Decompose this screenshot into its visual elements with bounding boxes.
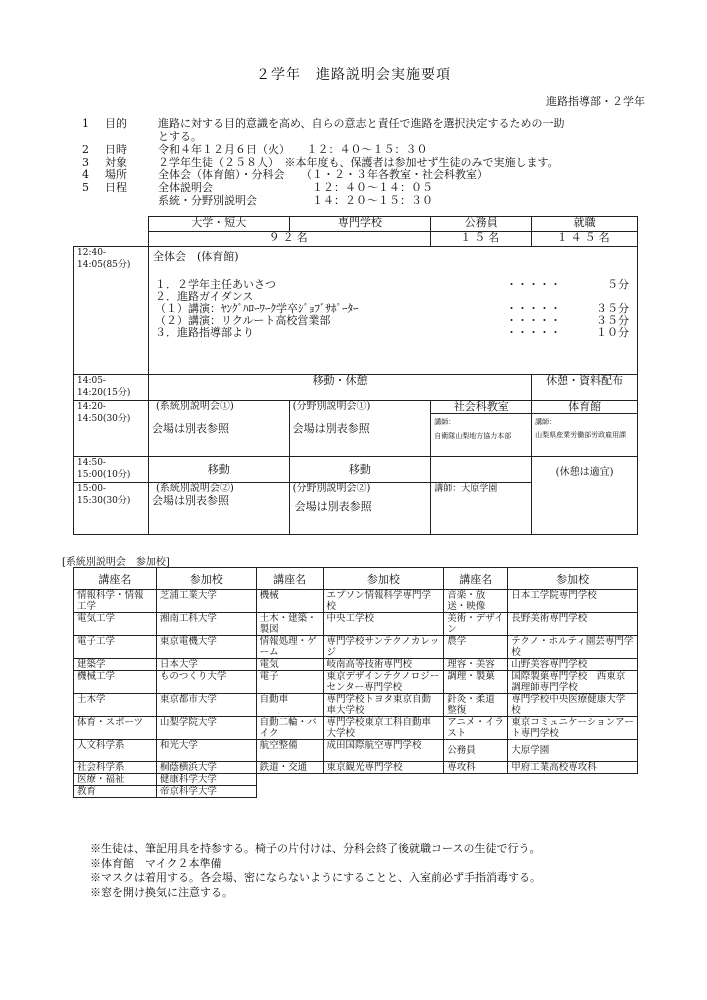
overview-num-1: 1 xyxy=(82,117,89,130)
plenary-item-duration: ３５分 xyxy=(596,302,629,315)
list-cell: 人文科学系 xyxy=(74,740,157,762)
list-cell: 専門学校中央医療健康大学校 xyxy=(508,694,638,717)
page-title: ２学年 進路説明会実施要項 xyxy=(256,67,451,83)
list-cell: 農学 xyxy=(444,636,508,659)
plenary-item-duration: ３５分 xyxy=(596,314,629,327)
lecturer-labor: 山梨県産業労働部労政雇用課 xyxy=(535,431,627,439)
plenary-item-text: （２）講演：リクルート高校営業部 xyxy=(154,314,331,327)
list-cell: 航空整備 xyxy=(256,740,323,762)
overview-label-1: 目的 xyxy=(105,117,127,130)
overview-num-2: 2 xyxy=(82,143,89,156)
overview-value-4: 全体会（体育館）・分科会 （１・２・３年各教室・社会科教室） xyxy=(158,168,488,181)
session1-category-venue: 会場は別表参照 xyxy=(151,422,229,435)
plenary-title: 全体会 (体育館) xyxy=(152,250,239,263)
list-cell: 情報科学・情報工学 xyxy=(74,590,157,613)
list-header: 参加校 xyxy=(156,568,256,590)
session2-field-label: (分野別説明会②) xyxy=(292,483,371,494)
list-cell: 山梨学院大学 xyxy=(156,717,256,740)
list-cell: 調理・製菓 xyxy=(444,671,508,694)
table-row xyxy=(74,613,638,636)
time-slot-2 xyxy=(74,375,149,401)
list-cell: 専門学校東京工科自動車大学校 xyxy=(323,717,444,740)
note-line: ※体育館 マイク２本準備 xyxy=(90,856,222,870)
session2-field-venue: 会場は別表参照 xyxy=(294,500,372,513)
overview-num-3: 3 xyxy=(82,156,89,169)
school-list-table xyxy=(73,567,638,798)
time-slot-4 xyxy=(74,457,149,483)
session2-field xyxy=(289,483,431,535)
schedule-table xyxy=(73,216,638,535)
list-cell: 社会科学系 xyxy=(74,762,157,774)
time-slot-1-end: 14:05(85分) xyxy=(77,260,131,270)
list-cell: 日本工学院専門学校 xyxy=(508,590,638,613)
list-cell: ものつくり大学 xyxy=(156,671,256,694)
table-row xyxy=(74,636,638,659)
list-cell: 電子 xyxy=(256,671,323,694)
session1-category-label: (系統別説明会①) xyxy=(155,401,234,412)
list-cell: 医療・福祉 xyxy=(74,774,157,786)
note-line: ※窓を開け換気に注意する。 xyxy=(90,885,233,899)
session2-category-venue: 会場は別表参照 xyxy=(151,494,229,507)
list-cell: テクノ・ホルティ園芸専門学校 xyxy=(508,636,638,659)
list-cell: 甲府工業高校専攻科 xyxy=(508,762,638,774)
list-cell: 長野美術専門学校 xyxy=(508,613,638,636)
gym: 体育館 xyxy=(532,401,637,414)
plenary-item-duration: １０分 xyxy=(596,326,629,339)
department: 進路指導部・２学年 xyxy=(546,95,645,108)
time-slot-4-end: 15:00(10分) xyxy=(77,470,131,480)
overview-value-2: 令和４年１２月６日（火） １２：４０～１５：３０ xyxy=(158,143,428,156)
plenary-item-duration: ５分 xyxy=(607,278,629,291)
list-cell: 情報処理・ゲーム xyxy=(256,636,323,659)
time-slot-1-start: 12:40- xyxy=(77,248,106,258)
session1-category xyxy=(148,401,289,457)
list-cell: 桐蔭横浜大学 xyxy=(156,762,256,774)
list-cell: 山野美容専門学校 xyxy=(508,659,638,671)
list-header: 講座名 xyxy=(256,568,323,590)
list-cell: 成田国際航空専門学校 xyxy=(323,740,444,762)
list-cell: 専門学校トヨタ東京自動車大学校 xyxy=(323,694,444,717)
list-cell: 和光大学 xyxy=(156,740,256,762)
list-cell: 鉄道・交通 xyxy=(256,762,323,774)
overview-value-5b: 系統・分野別説明会 １４：２０～１５：３０ xyxy=(158,194,433,207)
list-cell: 東京観光専門学校 xyxy=(323,762,444,774)
move-1: 移動 xyxy=(148,457,289,483)
time-slot-4-start: 14:50- xyxy=(77,458,106,468)
plenary-item xyxy=(155,327,629,339)
overview-label-4: 場所 xyxy=(105,168,127,181)
overview-value-1a: 進路に対する目的意識を高め、自らの意志と責任で進路を選択決定するための一助 xyxy=(158,117,565,130)
overview-label-3: 対象 xyxy=(105,156,127,169)
list-cell: 体育・スポーツ xyxy=(74,717,157,740)
list-header: 参加校 xyxy=(508,568,638,590)
list-cell: 専攻科 xyxy=(444,762,508,774)
list-cell: 自動車 xyxy=(256,694,323,717)
gym-cell xyxy=(532,401,638,457)
list-cell: 国際製菓専門学校 西東京調理師専門学校 xyxy=(508,671,638,694)
overview-num-4: 4 xyxy=(82,168,89,181)
count-civil-service: １５名 xyxy=(431,232,532,247)
list-cell: 土木・建築・製図 xyxy=(256,613,323,636)
move-break: 移動・休憩 xyxy=(148,375,531,401)
plenary-item-text: ２．進路ガイダンス xyxy=(154,290,254,303)
time-slot-1 xyxy=(74,247,149,375)
overview-num-5: 5 xyxy=(82,181,89,194)
header-university: 大学・短大 xyxy=(148,217,289,232)
header-vocational: 専門学校 xyxy=(289,217,431,232)
list-cell: 東京コミュニケーションアート専門学校 xyxy=(508,717,638,740)
list-header: 講座名 xyxy=(74,568,157,590)
plenary-item-dots: ・・・・・ xyxy=(506,314,561,327)
session1-field xyxy=(289,401,431,457)
list-cell: 日本大学 xyxy=(156,659,256,671)
list-cell: 芝浦工業大学 xyxy=(156,590,256,613)
plenary-item-dots: ・・・・・ xyxy=(506,278,561,291)
list-cell: 専門学校サンテクノカレッジ xyxy=(323,636,444,659)
session1-field-label: (分野別説明会①) xyxy=(292,401,371,412)
plenary-program xyxy=(153,279,629,339)
table-row xyxy=(74,671,638,694)
list-cell: 東京デザインテクノロジーセンター専門学校 xyxy=(323,671,444,694)
list-cell: 電子工学 xyxy=(74,636,157,659)
break-materials: 休憩・資料配布 xyxy=(532,375,638,401)
table-row xyxy=(74,717,638,740)
list-cell: 帝京科学大学 xyxy=(156,786,256,798)
table-row xyxy=(74,740,638,762)
lecturer-ohara: 講師：大原学園 xyxy=(431,483,532,535)
table-row xyxy=(74,786,638,798)
list-cell: 大原学園 xyxy=(508,740,638,762)
count-univ-vocational: ９２名 xyxy=(148,232,430,247)
table-row xyxy=(74,762,638,774)
time-slot-3-end: 14:50(30分) xyxy=(77,414,131,424)
count-employment: １４５名 xyxy=(532,232,638,247)
time-slot-2-start: 14:05- xyxy=(77,376,106,386)
list-cell: エプソン情報科学専門学校 xyxy=(323,590,444,613)
list-cell: 建築学 xyxy=(74,659,157,671)
time-slot-5 xyxy=(74,483,149,535)
note-line: ※マスクは着用する。各会場、密にならないようにすることと、入室前必ず手指消毒する。 xyxy=(90,871,541,884)
list-cell: 理容・美容 xyxy=(444,659,508,671)
notes xyxy=(90,842,541,900)
list-cell: 岐南高等技術専門校 xyxy=(323,659,444,671)
table-row xyxy=(74,590,638,613)
list-cell: 教育 xyxy=(74,786,157,798)
table-row xyxy=(74,774,638,786)
overview-value-1b: とする。 xyxy=(158,130,202,143)
plenary-item-text: １．２学年主任あいさつ xyxy=(154,278,276,291)
move-2: 移動 xyxy=(289,457,431,483)
table-row xyxy=(74,659,638,671)
plenary-item-dots: ・・・・・ xyxy=(506,302,561,315)
session1-field-venue: 会場は別表参照 xyxy=(292,422,370,435)
social-room: 社会科教室 xyxy=(431,401,531,414)
lecturer-label: 講師： xyxy=(535,418,557,426)
list-header: 参加校 xyxy=(323,568,444,590)
rest-free: (休憩は適宜) xyxy=(532,457,638,535)
list-cell: 健康科学大学 xyxy=(156,774,256,786)
list-cell: 湘南工科大学 xyxy=(156,613,256,636)
plenary-item-text: ３．進路指導部より xyxy=(154,326,254,339)
list-cell: 美術・デザイン xyxy=(444,613,508,636)
overview-value-3: ２学年生徒（２５８人） ※本年度も、保護者は参加せず生徒のみで実施します。 xyxy=(158,156,559,169)
list-cell: 電気 xyxy=(256,659,323,671)
list-cell: 自動二輪・バイク xyxy=(256,717,323,740)
overview-label-5: 日程 xyxy=(105,181,127,194)
lecturer-label: 講師： xyxy=(434,418,456,426)
list-title: [系統別説明会 参加校] xyxy=(62,557,170,568)
overview-value-5a: 全体説明会 １２：４０～１４：０５ xyxy=(158,181,433,194)
header-employment: 就職 xyxy=(532,217,638,232)
plenary-item-text: （１）講演：ﾔﾝｸﾞﾊﾛｰﾜｰｸ学卒ｼﾞｮﾌﾞｻﾎﾟｰﾀｰ xyxy=(154,302,359,315)
time-slot-5-start: 15:00- xyxy=(77,484,106,494)
table-row xyxy=(74,694,638,717)
list-cell: 東京都市大学 xyxy=(156,694,256,717)
list-cell: 音楽・放送・映像 xyxy=(444,590,508,613)
session2-category xyxy=(148,483,289,535)
list-header: 講座名 xyxy=(444,568,508,590)
overview-label-2: 日時 xyxy=(105,143,127,156)
list-cell: 針灸・柔道整復 xyxy=(444,694,508,717)
plenary-session xyxy=(148,247,637,375)
list-cell: 土木学 xyxy=(74,694,157,717)
time-slot-2-end: 14:20(15分) xyxy=(77,388,131,398)
list-cell: 機械工学 xyxy=(74,671,157,694)
time-slot-3-start: 14:20- xyxy=(77,402,106,412)
list-cell: 電気工学 xyxy=(74,613,157,636)
header-civil-service: 公務員 xyxy=(431,217,532,232)
time-slot-5-end: 15:30(30分) xyxy=(77,496,131,506)
list-cell: 東京電機大学 xyxy=(156,636,256,659)
list-cell: 公務員 xyxy=(444,740,508,762)
time-slot-3 xyxy=(74,401,149,457)
note-line: ※生徒は、筆記用具を持参する。椅子の片付けは、分科会終了後就職コースの生徒で行う。 xyxy=(90,842,541,855)
list-cell: アニメ・イラスト xyxy=(444,717,508,740)
social-room-cell xyxy=(431,401,532,457)
plenary-item-dots: ・・・・・ xyxy=(506,326,561,339)
list-cell: 機械 xyxy=(256,590,323,613)
lecturer-sdf: 自衛隊山梨地方協力本部 xyxy=(434,432,512,440)
list-cell: 中央工学校 xyxy=(323,613,444,636)
session2-category-label: (系統別説明会②) xyxy=(155,483,234,494)
